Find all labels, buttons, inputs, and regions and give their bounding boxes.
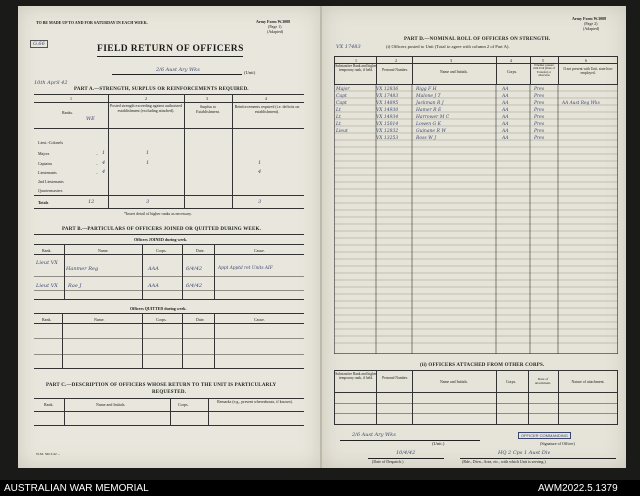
roll-number: VX 12836 (376, 87, 399, 92)
col1-value: 4 (102, 160, 106, 166)
rule (412, 56, 413, 84)
roll-number: VX 13253 (376, 136, 399, 141)
d-col-2: 2 (395, 58, 397, 63)
roll-corps: AA (502, 108, 509, 113)
d2-h-name: Name and Initials. (440, 380, 468, 384)
rule (334, 370, 335, 424)
form-title: FIELD RETURN OF OFFICERS (97, 44, 244, 54)
joined-date: 6/4/42 (186, 283, 203, 289)
roll-present: Pres (534, 108, 545, 113)
form-adapted-2: (Adapted) (583, 26, 600, 31)
roll-present: Pres (534, 87, 545, 92)
joined-name: Rae J (68, 283, 82, 289)
col2-value: 1 (146, 150, 150, 156)
quitted-title: Officers QUITTED during week. (130, 306, 187, 311)
rule (34, 290, 304, 291)
form-name-2: Army Form W.3008 (572, 16, 607, 21)
rule (184, 94, 185, 208)
unit-line (112, 74, 242, 75)
bde-label: (Bde., Divn., Area, etc., with which Unit is serving.) (462, 459, 546, 464)
stamp-mark: G.66 (30, 40, 48, 48)
roll-rank: Major (336, 87, 350, 92)
rule (528, 370, 529, 424)
roll-employed: AA Aust Reg Wks (562, 101, 600, 106)
roll-corps: AA (502, 122, 509, 127)
rule (558, 370, 559, 424)
roll-name: Hamer R E (416, 108, 442, 113)
rule (34, 338, 304, 339)
rule (558, 56, 559, 84)
roll-grid (334, 84, 618, 354)
roll-corps: AA (502, 101, 509, 106)
roll-corps: AA (502, 94, 509, 99)
rule (34, 244, 304, 245)
rule (64, 398, 65, 425)
reinf-header: Reinforcements required (i.e. deficits on establishment). (234, 104, 300, 114)
d-h-present: Whether present with Unit (Date of Transfer) or otherwise (532, 63, 556, 78)
sig-label: (Signature of Officer) (540, 441, 575, 446)
d-col-5: 5 (542, 58, 544, 63)
joined-date: 6/4/42 (186, 266, 203, 272)
rule (62, 313, 63, 368)
unit-handwritten: 2/6 Aust Ary Wks (156, 67, 200, 73)
ranks-header: Ranks. (62, 110, 73, 115)
joined-name: Hanmer Reg (66, 266, 99, 272)
roll-name: Harrower M C (416, 115, 450, 120)
date-handwritten: 10th April 42 (34, 80, 68, 86)
quitted-h-date: Date. (196, 317, 205, 322)
roll-number: VX 14934 (376, 115, 399, 120)
roll-rank: Lt (336, 122, 341, 127)
col4-value: 1 (258, 160, 262, 166)
d2-h-date: Date of attachment. (534, 377, 552, 385)
footer-accession: AWM2022.5.1379 (538, 483, 618, 494)
d-h-name: Name and Initials. (440, 70, 468, 74)
roll-number: VX 17483 (376, 94, 399, 99)
title-underline (97, 56, 243, 57)
rank-dots: .. (96, 161, 98, 166)
rule (34, 254, 304, 255)
printer-note: W.M. 3M 2/42 ... (36, 452, 61, 456)
rule (334, 370, 618, 371)
rule (34, 368, 304, 369)
sig-unit-label: (Unit.) (432, 441, 445, 446)
totals-label: Totals (38, 200, 49, 205)
rule (334, 403, 618, 404)
part-c-h-remarks: Remarks (e.g., present whereabouts, if known). (217, 399, 293, 404)
roll-corps: AA (502, 115, 509, 120)
rule (530, 56, 531, 84)
part-c-h-corps: Corps. (178, 402, 189, 407)
rule (617, 370, 618, 424)
roll-present: Pres (534, 136, 545, 141)
d2-h-corps: Corps. (505, 380, 517, 384)
roll-rank: Lt (336, 108, 341, 113)
d2-h-number: Personal Number. (382, 376, 408, 380)
form-page-2-label: (Page 2) (584, 21, 598, 26)
rule (412, 370, 413, 424)
col1-value: 4 (102, 169, 106, 175)
ranks-hand-note: WE (86, 116, 95, 122)
part-b-title: PART B.—PARTICULARS OF OFFICERS JOINED OR QUITTED DURING WEEK. (62, 227, 262, 232)
d-h-rank: Substantive Rank and higher temporary rank, if held. (335, 64, 377, 72)
unit-label: (Unit) (244, 70, 256, 75)
col-num-1: 1 (70, 96, 72, 101)
d-col-3: 3 (450, 58, 452, 63)
roll-corps: AA (502, 129, 509, 134)
rule (34, 354, 304, 355)
roll-rank: Lieut (336, 129, 348, 134)
d2-h-rank: Substantive Rank and higher temporary rank, if held. (335, 372, 377, 380)
quitted-h-cause: Cause. (254, 317, 265, 322)
rule (214, 244, 215, 299)
archive-footer (0, 480, 640, 496)
roll-name: Jackman R J (416, 101, 444, 106)
roll-rank: Lt (336, 115, 341, 120)
rank-dots: .. (96, 170, 98, 175)
rule (334, 56, 335, 84)
d-h-number: Personal Number. (382, 68, 408, 72)
quitted-h-name: Name. (94, 317, 105, 322)
sig-unit-line (340, 440, 480, 441)
part-a-title: PART A.—STRENGTH, SURPLUS OR REINFORCEMENTS REQUIRED. (74, 87, 249, 92)
rule (334, 392, 618, 393)
roll-present: Pres (534, 101, 545, 106)
rule (34, 234, 304, 235)
roll-present: Pres (534, 129, 545, 134)
part-d-subtitle: (i) Officers posted to Unit (Total to agree with column 2 of Part A). (386, 44, 510, 49)
joined-title: Officers JOINED during week. (134, 237, 188, 242)
d-h-corps: Corps. (506, 70, 518, 74)
footnote-a: *Insert detail of higher ranks as necessary. (124, 211, 192, 216)
rule (34, 195, 304, 196)
part-c-h-rank: Rank. (44, 402, 54, 407)
rank-label: Quartermasters (38, 188, 63, 193)
roll-present: Pres (534, 122, 545, 127)
rule (617, 56, 618, 84)
part-d2-title: (ii) OFFICERS ATTACHED FROM OTHER CORPS. (420, 363, 545, 368)
col1-value: 1 (102, 150, 106, 156)
rule (142, 244, 143, 299)
roll-name: Rigg F H (416, 87, 437, 92)
despatch-date-handwritten: 10/4/42 (396, 450, 416, 456)
rule (34, 94, 304, 95)
joined-h-date: Date. (196, 248, 205, 253)
joined-h-rank: Rank. (42, 248, 52, 253)
rule (34, 323, 304, 324)
rule (34, 313, 304, 314)
roll-number: VX 12832 (376, 129, 399, 134)
rank-label: Lieut.-Colonels (38, 140, 63, 145)
footer-institution: AUSTRALIAN WAR MEMORIAL (4, 483, 149, 494)
col-num-4: 4 (265, 96, 267, 101)
part-c-title-2: REQUESTED. (152, 390, 187, 395)
quitted-h-corps: Corps. (156, 317, 167, 322)
col2-value: 1 (146, 160, 150, 166)
d-col-1: 1 (355, 58, 357, 63)
joined-corps: AAA (148, 283, 159, 289)
col-num-2: 2 (145, 96, 147, 101)
rule (334, 56, 618, 57)
rule (34, 128, 304, 129)
roll-number: VX 15014 (376, 122, 399, 127)
rank-dots: .. (96, 151, 98, 156)
joined-rank: Lieut VX (36, 260, 58, 266)
part-d-title: PART D.—NOMINAL ROLL OF OFFICERS ON STRENGTH. (404, 37, 551, 42)
oc-stamp: OFFICER COMMANDING (518, 432, 571, 439)
form-page: (Page 1) (268, 24, 282, 29)
col-num-3: 3 (206, 96, 208, 101)
d-col-4: 4 (510, 58, 512, 63)
rule (182, 313, 183, 368)
roll-corps: AA (502, 87, 509, 92)
joined-h-corps: Corps. (156, 248, 167, 253)
rule (182, 244, 183, 299)
posted-header: Posted strength exceeding against authorized establishment (excluding attached). (110, 103, 182, 113)
joined-h-name: Name. (98, 248, 109, 253)
rule (64, 244, 65, 299)
total-col2: 3 (146, 199, 150, 205)
roll-name: Ross W J (416, 136, 437, 141)
joined-cause: Appt Apptd ret Units AIF (218, 266, 273, 271)
rule (34, 425, 304, 426)
roll-name: Malone J T (416, 94, 441, 99)
despatch-label: (Date of Despatch.) (372, 459, 404, 464)
rule (376, 370, 377, 424)
rule (34, 208, 304, 209)
total-col1: 12 (88, 199, 95, 205)
col4-value: 4 (258, 169, 262, 175)
rank-label: Lieutenants (38, 170, 57, 175)
d2-h-nature: Nature of attachment. (571, 380, 605, 384)
part-c-title-1: PART C.—DESCRIPTION OF OFFICERS WHOSE RETURN TO THE UNIT IS PARTICULARLY (46, 383, 277, 388)
rule (34, 299, 304, 300)
d-col-6: 6 (585, 58, 587, 63)
roll-number: VX 14930 (376, 108, 399, 113)
rank-label: 2nd Lieutenants (38, 179, 64, 184)
surplus-header: Surplus to Establishment. (196, 104, 220, 114)
roll-number: VX 14895 (376, 101, 399, 106)
joined-corps: AAA (148, 266, 159, 272)
bde-handwritten: HQ 2 Cps 1 Aust Div (498, 450, 551, 456)
rule (214, 313, 215, 368)
rank-label: Majors (38, 151, 50, 156)
rule (496, 56, 497, 84)
rule (334, 413, 618, 414)
form-name: Army Form W.3008 (256, 19, 291, 24)
part-c-h-name: Name and Initials. (96, 402, 126, 407)
top-note: TO BE MADE UP TO AND FOR SATURDAY IN EACH WEEK. (36, 20, 148, 25)
sig-unit-handwritten: 2/6 Aust Ary Wks (352, 432, 396, 438)
rule (34, 411, 304, 412)
rule (34, 276, 304, 277)
roll-rank: Capt (336, 101, 347, 106)
roll-present: Pres (534, 94, 545, 99)
rule (334, 424, 618, 425)
joined-h-cause: Cause. (254, 248, 265, 253)
roll-name: Lowen G K (416, 122, 441, 127)
rule (108, 94, 109, 208)
roll-corps: AA (502, 136, 509, 141)
rule (208, 398, 209, 425)
rule (142, 313, 143, 368)
rule (232, 94, 233, 208)
total-col4: 3 (258, 199, 262, 205)
rule (376, 56, 377, 84)
d-h-employed: If not present with Unit, state how employed. (563, 67, 613, 75)
quitted-h-rank: Rank. (42, 317, 52, 322)
roll-present: Pres (534, 115, 545, 120)
rule (170, 398, 171, 425)
rank-label: Captains (38, 161, 52, 166)
rule (496, 370, 497, 424)
form-adapted: (Adapted) (267, 29, 284, 34)
roll-rank: Capt (336, 94, 347, 99)
margin-handwritten: VX 17483 (336, 44, 361, 50)
roll-name: Guinane R W (416, 129, 446, 134)
joined-rank: Lieut VX (36, 283, 58, 289)
